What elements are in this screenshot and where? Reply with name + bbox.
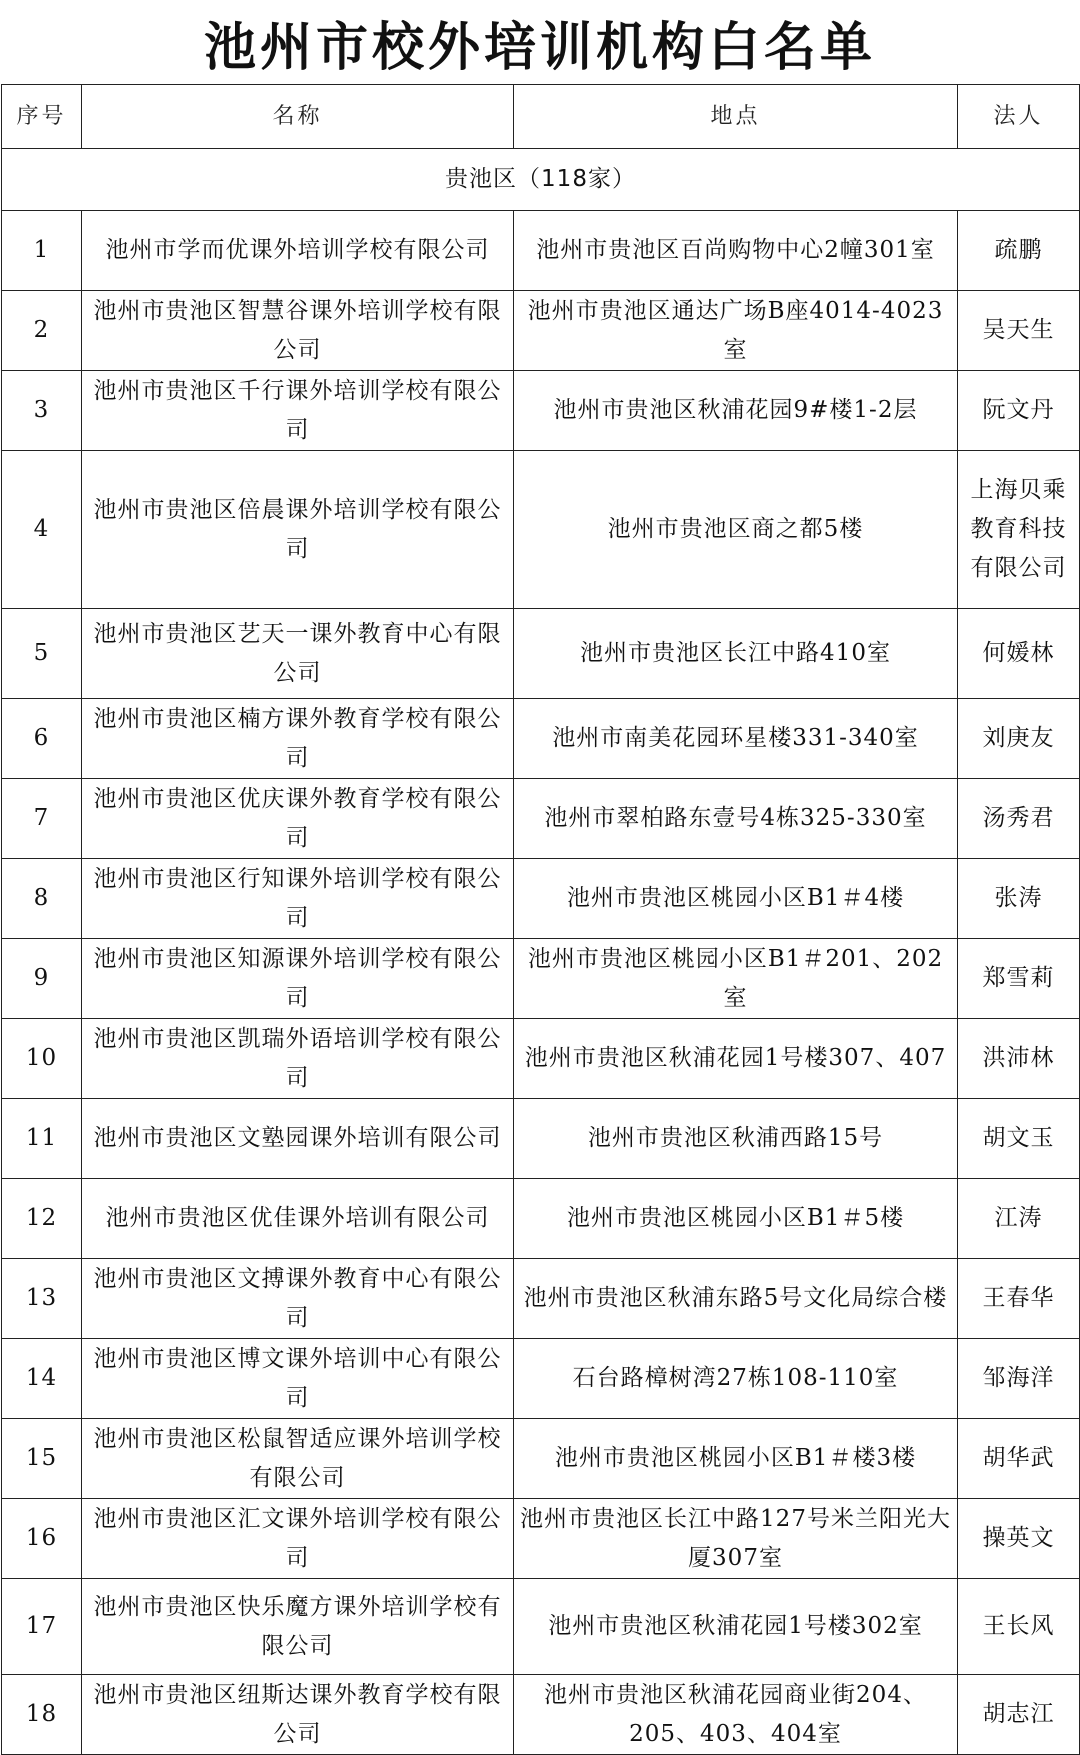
- page-title: 池州市校外培训机构白名单: [203, 17, 876, 78]
- institution-name: 池州市贵池区凯瑞外语培训学校有限公司: [82, 1019, 514, 1099]
- section-title: 贵池区（118家）: [2, 149, 1080, 211]
- institution-name: 池州市贵池区博文课外培训中心有限公司: [82, 1339, 514, 1419]
- row-number: 4: [2, 451, 82, 609]
- legal-representative: 邹海洋: [958, 1339, 1080, 1419]
- legal-representative: 胡华武: [958, 1419, 1080, 1499]
- institution-name: 池州市贵池区纽斯达课外教育学校有限公司: [82, 1675, 514, 1755]
- table-row: [2, 1675, 1080, 1755]
- institution-address: 池州市南美花园环星楼331-340室: [514, 699, 958, 779]
- table-row: [2, 1179, 1080, 1259]
- table-row: [2, 1339, 1080, 1419]
- institution-name: 池州市贵池区知源课外培训学校有限公司: [82, 939, 514, 1019]
- institution-address: 池州市贵池区桃园小区B1＃5楼: [514, 1179, 958, 1259]
- header-name: 名称: [82, 85, 514, 149]
- legal-representative: 江涛: [958, 1179, 1080, 1259]
- table-row: [2, 371, 1080, 451]
- row-number: 3: [2, 371, 82, 451]
- institution-address: 池州市贵池区秋浦花园1号楼302室: [514, 1579, 958, 1675]
- institution-address: 池州市贵池区桃园小区B1＃4楼: [514, 859, 958, 939]
- legal-representative: 操英文: [958, 1499, 1080, 1579]
- institution-name: 池州市贵池区汇文课外培训学校有限公司: [82, 1499, 514, 1579]
- institution-name: 池州市学而优课外培训学校有限公司: [82, 211, 514, 291]
- legal-representative: 王春华: [958, 1259, 1080, 1339]
- row-number: 7: [2, 779, 82, 859]
- institution-address: 池州市贵池区商之都5楼: [514, 451, 958, 609]
- institution-address: 池州市贵池区桃园小区B1＃201、202室: [514, 939, 958, 1019]
- row-number: 6: [2, 699, 82, 779]
- row-number: 13: [2, 1259, 82, 1339]
- institution-address: 池州市贵池区通达广场B座4014-4023室: [514, 291, 958, 371]
- row-number: 8: [2, 859, 82, 939]
- institution-name: 池州市贵池区千行课外培训学校有限公司: [82, 371, 514, 451]
- legal-representative: 胡志江: [958, 1675, 1080, 1755]
- institution-address: 池州市贵池区百尚购物中心2幢301室: [514, 211, 958, 291]
- legal-representative: 疏鹏: [958, 211, 1080, 291]
- table-row: [2, 291, 1080, 371]
- section-row: [2, 149, 1080, 211]
- institution-name: 池州市贵池区行知课外培训学校有限公司: [82, 859, 514, 939]
- table-row: [2, 1099, 1080, 1179]
- legal-representative: 胡文玉: [958, 1099, 1080, 1179]
- institution-address: 池州市贵池区长江中路410室: [514, 609, 958, 699]
- legal-representative: 阮文丹: [958, 371, 1080, 451]
- institution-address: 池州市翠柏路东壹号4栋325-330室: [514, 779, 958, 859]
- table-row: [2, 939, 1080, 1019]
- table-row: [2, 211, 1080, 291]
- row-number: 10: [2, 1019, 82, 1099]
- institution-address: 池州市贵池区桃园小区B1＃楼3楼: [514, 1419, 958, 1499]
- table-row: [2, 779, 1080, 859]
- institution-address: 池州市贵池区秋浦花园9#楼1-2层: [514, 371, 958, 451]
- institution-address: 池州市贵池区秋浦西路15号: [514, 1099, 958, 1179]
- institution-name: 池州市贵池区楠方课外教育学校有限公司: [82, 699, 514, 779]
- row-number: 16: [2, 1499, 82, 1579]
- row-number: 1: [2, 211, 82, 291]
- institution-name: 池州市贵池区文搏课外教育中心有限公司: [82, 1259, 514, 1339]
- row-number: 5: [2, 609, 82, 699]
- header-representative: 法人: [958, 85, 1080, 149]
- row-number: 2: [2, 291, 82, 371]
- table-row: [2, 609, 1080, 699]
- institution-name: 池州市贵池区倍晨课外培训学校有限公司: [82, 451, 514, 609]
- institution-name: 池州市贵池区优庆课外教育学校有限公司: [82, 779, 514, 859]
- row-number: 17: [2, 1579, 82, 1675]
- institution-name: 池州市贵池区文塾园课外培训有限公司: [82, 1099, 514, 1179]
- table-row: [2, 1579, 1080, 1675]
- row-number: 11: [2, 1099, 82, 1179]
- legal-representative: 王长风: [958, 1579, 1080, 1675]
- institution-address: 池州市贵池区秋浦花园商业街204、205、403、404室: [514, 1675, 958, 1755]
- row-number: 15: [2, 1419, 82, 1499]
- row-number: 12: [2, 1179, 82, 1259]
- header-address: 地点: [514, 85, 958, 149]
- table-row: [2, 1419, 1080, 1499]
- legal-representative: 刘庚友: [958, 699, 1080, 779]
- row-number: 14: [2, 1339, 82, 1419]
- whitelist-table: [1, 84, 1080, 1755]
- legal-representative: 汤秀君: [958, 779, 1080, 859]
- institution-name: 池州市贵池区松鼠智适应课外培训学校有限公司: [82, 1419, 514, 1499]
- institution-name: 池州市贵池区快乐魔方课外培训学校有限公司: [82, 1579, 514, 1675]
- header-row: [2, 85, 1080, 149]
- legal-representative: 郑雪莉: [958, 939, 1080, 1019]
- legal-representative: 上海贝乘教育科技有限公司: [958, 451, 1080, 609]
- legal-representative: 何媛林: [958, 609, 1080, 699]
- table-row: [2, 1019, 1080, 1099]
- institution-name: 池州市贵池区优佳课外培训有限公司: [82, 1179, 514, 1259]
- legal-representative: 洪沛林: [958, 1019, 1080, 1099]
- table-row: [2, 859, 1080, 939]
- table-row: [2, 699, 1080, 779]
- institution-address: 池州市贵池区秋浦东路5号文化局综合楼: [514, 1259, 958, 1339]
- table-row: [2, 1259, 1080, 1339]
- institution-name: 池州市贵池区艺天一课外教育中心有限公司: [82, 609, 514, 699]
- table-row: [2, 1499, 1080, 1579]
- table-row: [2, 451, 1080, 609]
- legal-representative: 吴天生: [958, 291, 1080, 371]
- row-number: 9: [2, 939, 82, 1019]
- institution-address: 池州市贵池区秋浦花园1号楼307、407: [514, 1019, 958, 1099]
- header-no: 序号: [2, 85, 82, 149]
- institution-address: 池州市贵池区长江中路127号米兰阳光大厦307室: [514, 1499, 958, 1579]
- institution-name: 池州市贵池区智慧谷课外培训学校有限公司: [82, 291, 514, 371]
- legal-representative: 张涛: [958, 859, 1080, 939]
- row-number: 18: [2, 1675, 82, 1755]
- institution-address: 石台路樟树湾27栋108-110室: [514, 1339, 958, 1419]
